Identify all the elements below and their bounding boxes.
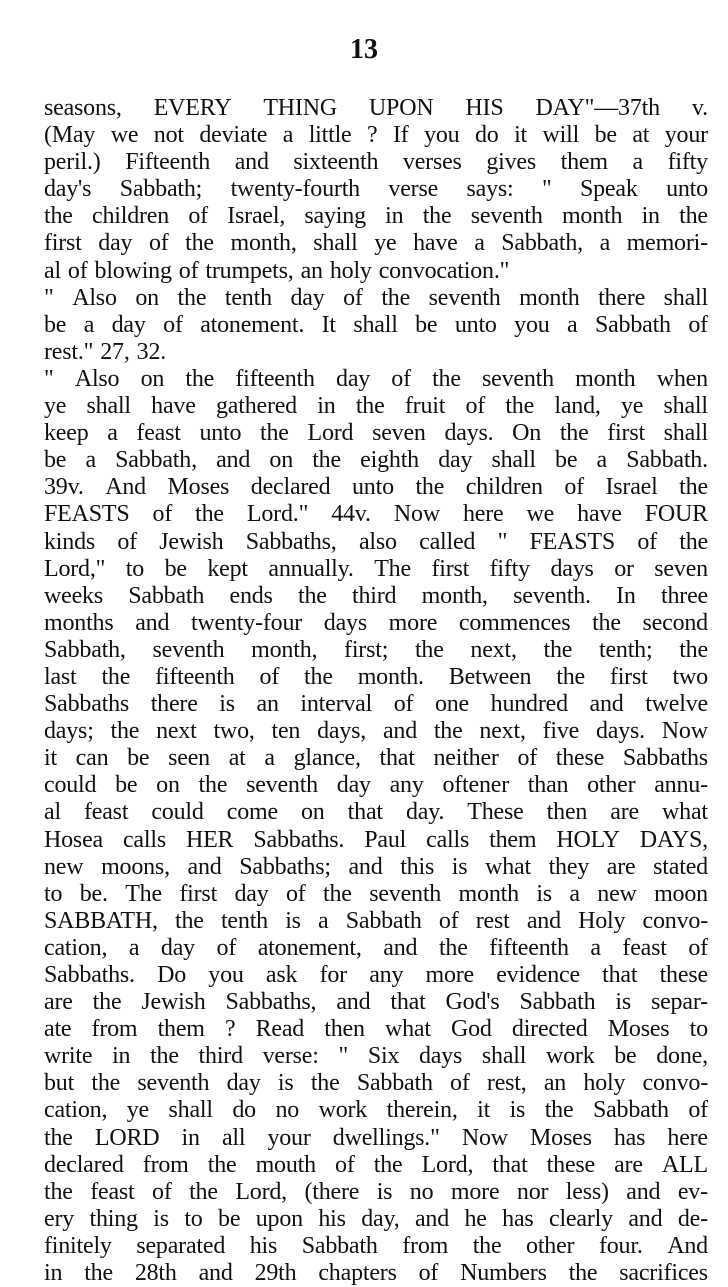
text-line: the children of Israel, saying in the seventh month in the: [44, 203, 708, 230]
text-line: weeks Sabbath ends the third month, seventh. In three: [44, 582, 708, 609]
text-line: Hosea calls HER Sabbaths. Paul calls them HOLY DAYS,: [44, 826, 708, 853]
text-line: " Also on the tenth day of the seventh month there shall: [44, 284, 708, 311]
text-line: the LORD in all your dwellings." Now Moses has here: [44, 1124, 708, 1151]
text-line: Lord," to be kept annually. The first fifty days or seven: [44, 555, 708, 582]
text-line: declared from the mouth of the Lord, that these are ALL: [44, 1151, 708, 1178]
text-line: Sabbaths there is an interval of one hundred and twelve: [44, 691, 708, 718]
text-line: ate from them ? Read then what God directed Moses to: [44, 1016, 708, 1043]
text-line: ye shall have gathered in the fruit of the land, ye shall: [44, 393, 708, 420]
text-line: ery thing is to be upon his day, and he has clearly and de-: [44, 1205, 708, 1232]
text-line: al feast could come on that day. These then are what: [44, 799, 708, 826]
text-line: in the 28th and 29th chapters of Numbers the sacrifices: [44, 1260, 708, 1287]
text-line: to be. The first day of the seventh month is a new moon: [44, 880, 708, 907]
text-line: cation, ye shall do no work therein, it is the Sabbath of: [44, 1097, 708, 1124]
text-line: " Also on the fifteenth day of the seventh month when: [44, 365, 708, 392]
text-line: al of blowing of trumpets, an holy convocation.": [44, 257, 510, 284]
text-line: 39v. And Moses declared unto the children of Israel the: [44, 474, 708, 501]
text-line: finitely separated his Sabbath from the other four. And: [44, 1232, 708, 1259]
text-line: it can be seen at a glance, that neither of these Sabbaths: [44, 745, 708, 772]
text-line: new moons, and Sabbaths; and this is what they are stated: [44, 853, 708, 880]
text-line: the feast of the Lord, (there is no more nor less) and ev-: [44, 1178, 708, 1205]
text-line: keep a feast unto the Lord seven days. On the first shall: [44, 420, 708, 447]
text-line: day's Sabbath; twenty-fourth verse says: " Speak unto: [44, 176, 708, 203]
text-line: could be on the seventh day any oftener than other annu-: [44, 772, 708, 799]
text-line: SABBATH, the tenth is a Sabbath of rest and Holy convo-: [44, 907, 708, 934]
text-line: FEASTS of the Lord." 44v. Now here we have FOUR: [44, 501, 708, 528]
text-line: days; the next two, ten days, and the next, five days. Now: [44, 718, 708, 745]
text-line: seasons, EVERY THING UPON HIS DAY"—37th v.: [44, 95, 708, 121]
page-number: 13: [350, 34, 378, 65]
body-text: [44, 95, 708, 1287]
text-line: cation, a day of atonement, and the fifteenth a feast of: [44, 934, 708, 961]
text-line: months and twenty-four days more commences the second: [44, 609, 708, 636]
text-line: be a Sabbath, and on the eighth day shall be a Sabbath.: [44, 447, 708, 474]
text-line: last the fifteenth of the month. Between the first two: [44, 663, 708, 690]
text-line: are the Jewish Sabbaths, and that God's Sabbath is separ-: [44, 989, 708, 1016]
text-line: write in the third verse: " Six days shall work be done,: [44, 1043, 708, 1070]
text-line: peril.) Fifteenth and sixteenth verses gives them a fifty: [44, 149, 708, 176]
text-line: Sabbaths. Do you ask for any more evidence that these: [44, 962, 708, 988]
text-line: (May we not deviate a little ? If you do it will be at your: [44, 122, 708, 149]
text-line: but the seventh day is the Sabbath of rest, an holy convo-: [44, 1070, 708, 1097]
text-line: rest." 27, 32.: [44, 338, 167, 365]
text-line: be a day of atonement. It shall be unto you a Sabbath of: [44, 311, 708, 338]
text-line: kinds of Jewish Sabbaths, also called " FEASTS of the: [44, 528, 708, 555]
text-line: first day of the month, shall ye have a Sabbath, a memori-: [44, 230, 708, 257]
text-line: Sabbath, seventh month, first; the next, the tenth; the: [44, 636, 708, 663]
